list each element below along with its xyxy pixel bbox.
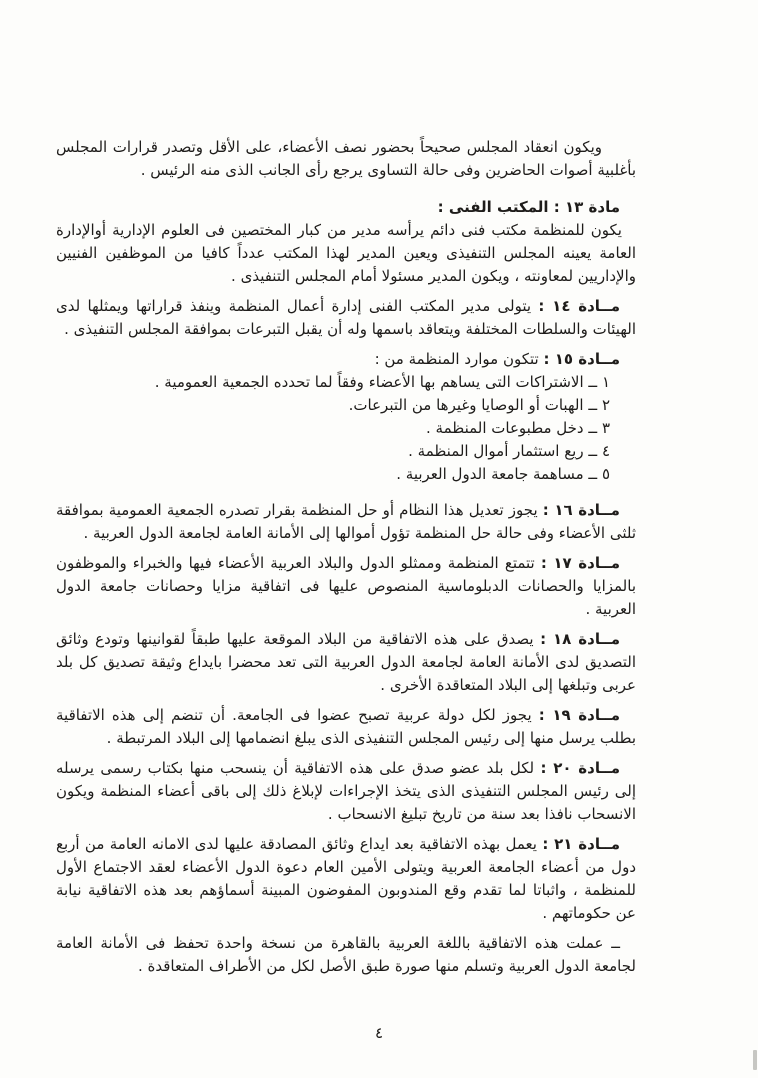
article-16-label: مــادة ١٦ : <box>542 501 620 519</box>
article-15-resources-list <box>56 371 636 486</box>
closing-paragraph: ــ عملت هذه الاتفاقية باللغة العربية بالقاهرة من نسخة واحدة تحفظ فى الأمانة العامة لجامعة الدول العربية وتسلم منها صورة طبق الأصل لكل من الأطراف المتعاقدة . <box>56 934 636 975</box>
article-15: مــادة ١٥ : تتكون موارد المنظمة من : <box>374 350 620 368</box>
article-20: مــادة ٢٠ : لكل بلد عضو صدق على هذه الاتفاقية أن ينسحب منها بكتاب رسمى يرسله إلى رئيس المجلس التنفيذى الذى يتخذ الإجراءات لإبلاغ ذلك إلى باقى أعضاء المنظمة ويكون الانسحاب نافذا بعد سنة من تاريخ تبليغ الانسحاب . <box>56 759 636 823</box>
article-15-list-item: ٢ ــ الهبات أو الوصايا وغيرها من التبرعات. <box>348 396 610 414</box>
scan-artifact-mark <box>753 1050 757 1070</box>
article-13-body: يكون للمنظمة مكتب فنى دائم يرأسه مدير من كبار المختصين فى العلوم الإدارية أوالإدارة العامة يعينه المجلس التنفيذى ويعين المدير لهذا المكتب عدداً كافيا من الموظفين الفنيين والإداريين لمعاونته ، ويكون المدير مسئولا أمام المجلس التنفيذى . <box>56 221 636 285</box>
document-body <box>56 136 636 978</box>
article-14: مــادة ١٤ : يتولى مدير المكتب الفنى إدارة أعمال المنظمة وينفذ قراراتها ويمثلها لدى الهيئات والسلطات المختلفة ويتعاقد باسمها وله أن يقبل التبرعات بموافقة المجلس التنفيذى . <box>56 297 636 338</box>
article-18-label: مــادة ١٨ : <box>540 630 620 648</box>
article-17: مــادة ١٧ : تتمتع المنظمة وممثلو الدول والبلاد العربية الأعضاء فيها والخبراء والموظفون بالمزايا والحصانات الدبلوماسية المنصوص عليها فى اتفاقية مزايا وحصانات جامعة الدول العربية . <box>56 554 636 618</box>
article-15-list-item: ١ ــ الاشتراكات التى يساهم بها الأعضاء وفقاً لما تحدده الجمعية العمومية . <box>154 373 610 391</box>
article-16: مــادة ١٦ : يجوز تعديل هذا النظام أو حل المنظمة بقرار تصدره الجمعية العمومية بموافقة ثلثى الأعضاء وفى حالة حل المنظمة تؤول أموالها إلى الأمانة العامة لجامعة الدول العربية . <box>56 501 636 542</box>
article-15-list-item: ٣ ــ دخل مطبوعات المنظمة . <box>426 419 610 437</box>
article-20-label: مــادة ٢٠ : <box>540 759 621 777</box>
article-19-label: مــادة ١٩ : <box>538 706 620 724</box>
article-17-label: مــادة ١٧ : <box>540 554 620 572</box>
article-21-label: مــادة ٢١ : <box>542 835 621 853</box>
articles-container <box>56 196 636 978</box>
article-15-list-item: ٥ ــ مساهمة جامعة الدول العربية . <box>396 465 610 483</box>
page-number: ٤ <box>374 1024 384 1042</box>
article-15-list-item: ٤ ــ ريع استثمار أموال المنظمة . <box>408 442 610 460</box>
article-18: مــادة ١٨ : يصدق على هذه الاتفاقية من البلاد الموقعة عليها طبقاً لقوانينها وتودع وثائق التصديق لدى الأمانة العامة لجامعة الدول العربية التى تعد محضرا بايداع وثيقة تصديق كل بلد عربى وتبلغها إلى البلاد المتعاقدة الأخرى . <box>56 630 636 694</box>
article-19: مــادة ١٩ : يجوز لكل دولة عربية تصبح عضوا فى الجامعة. أن تنضم إلى هذه الاتفاقية بطلب يرسل منها إلى رئيس المجلس التنفيذى الذى يبلغ انضمامها إلى البلاد المرتبطة . <box>56 706 636 747</box>
intro-paragraph: ويكون انعقاد المجلس صحيحاً بحضور نصف الأعضاء، على الأقل وتصدر قرارات المجلس بأغلبية أصوات الحاضرين وفى حالة التساوى يرجع رأى الجانب الذى منه الرئيس . <box>56 138 636 179</box>
article-13-heading: مادة ١٣ : المكتب الفنى : <box>437 198 620 216</box>
article-14-label: مــادة ١٤ : <box>538 297 620 315</box>
article-21: مــادة ٢١ : يعمل بهذه الاتفاقية بعد ايداع وثائق المصادقة عليها لدى الامانه العامة من أربع دول من أعضاء الجامعة العربية ويتولى الأمين العام دعوة الدول الأعضاء لعقد الاجتماع الأول للمنظمة ، واثباتا لما تقدم وقع المندوبون المفوضون المبينة أسماؤهم بعد هذه الاتفاقية نيابة عن حكوماتهم . <box>56 835 636 922</box>
article-15-label: مــادة ١٥ : <box>543 350 620 368</box>
